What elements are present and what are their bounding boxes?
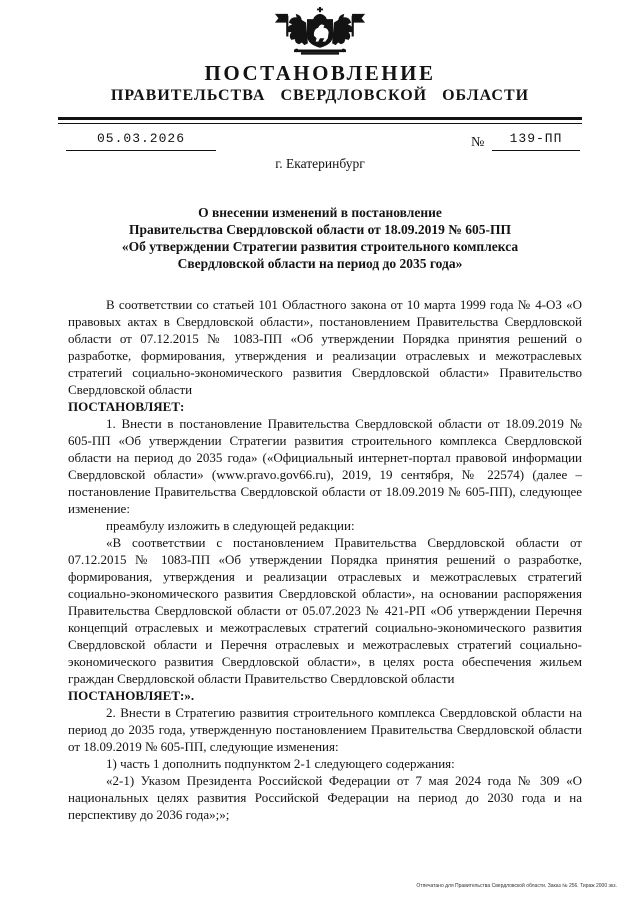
subitem-1-paragraph: 1) часть 1 дополнить подпунктом 2-1 следующего содержания: xyxy=(106,756,455,771)
header-rule-thick xyxy=(58,117,582,120)
doc-title-line-4: Свердловской области на период до 2035 года» xyxy=(177,256,463,271)
resolves-word-quoted: ПОСТАНОВЛЯЕТ:». xyxy=(68,688,195,703)
preamble-instruction: преамбулу изложить в следующей редакции: xyxy=(106,518,355,533)
coat-of-arms-icon xyxy=(268,6,372,60)
number-value: 139-ПП xyxy=(492,131,580,151)
doc-title-line-1: О внесении изменений в постановление xyxy=(198,205,442,220)
doc-type-heading: ПОСТАНОВЛЕНИЕ xyxy=(204,61,436,85)
item-1-paragraph: 1. Внести в постановление Правительства Свердловской области от 18.09.2019 № 605-ПП «Об утверждении Стратегии развития строительного комплекса Свердловской области на период до 2035 года» («Официальный интернет-портал правовой информации Свердловской области» (www.pravo.gov66.ru), 2019, 19 сентября, № 22574) (далее – постановление Правительства Свердловской области от 18.09.2019 № 605-ПП), следующее изменение: xyxy=(68,416,582,516)
resolves-word: ПОСТАНОВЛЯЕТ: xyxy=(68,399,185,414)
date-value: 05.03.2026 xyxy=(66,131,216,151)
item-2-paragraph: 2. Внести в Стратегию развития строительного комплекса Свердловской области на период до 2035 года, утвержденную постановлением Правительства Свердловской области от 18.09.2019 № 605-ПП, следующие изменения: xyxy=(68,705,582,754)
doc-title-line-3: «Об утверждении Стратегии развития строительного комплекса xyxy=(121,239,519,254)
new-preamble-text: «В соответствии с постановлением Правительства Свердловской области от 07.12.2015 № 1083-ПП «Об утверждении Порядка принятия решений о разработке, формирования, утверждения и реализации отраслевых и межотраслевых стратегий социально-экономического развития Свердловской области», на основании распоряжения Правительства Свердловской области от 05.07.2023 № 421-РП «Об утверждении Перечня концепций отраслевых и межотраслевых стратегий социально-экономического развития Свердловской области и Перечня отраслевых и межотраслевых стратегий социально-экономического развития Свердловской области», в целях роста обеспечения жильем граждан Свердловской области Правительство Свердловской области xyxy=(68,535,582,686)
intro-paragraph: В соответствии со статьей 101 Областного закона от 10 марта 1999 года № 4-ОЗ «О правовых актах в Свердловской области», постановлением Правительства Свердловской области от 07.12.2015 № 1083-ПП «Об утверждении Порядка принятия решений о разработке, формирования, утверждения и реализации отраслевых и межотраслевых стратегий социально-экономического развития Свердловской области» Правительство Свердловской области xyxy=(68,297,582,397)
subpoint-2-1-text: «2-1) Указом Президента Российской Федерации от 7 мая 2024 года № 309 «О национальных целях развития Российской Федерации на период до 2030 года и на перспективу до 2036 года»;»; xyxy=(68,773,582,822)
decree-body xyxy=(68,296,582,823)
header-rule-thin xyxy=(58,123,582,124)
doc-title-line-2: Правительства Свердловской области от 18.09.2019 № 605-ПП xyxy=(129,222,511,237)
doc-title xyxy=(70,204,570,272)
number-sign: № xyxy=(471,135,485,150)
city-line: г. Екатеринбург xyxy=(275,156,365,171)
print-note: Отпечатано для Правительства Свердловской области. Заказ № 256. Тираж 2000 экз. xyxy=(416,883,617,889)
authority-heading: ПРАВИТЕЛЬСТВА СВЕРДЛОВСКОЙ ОБЛАСТИ xyxy=(110,87,530,104)
